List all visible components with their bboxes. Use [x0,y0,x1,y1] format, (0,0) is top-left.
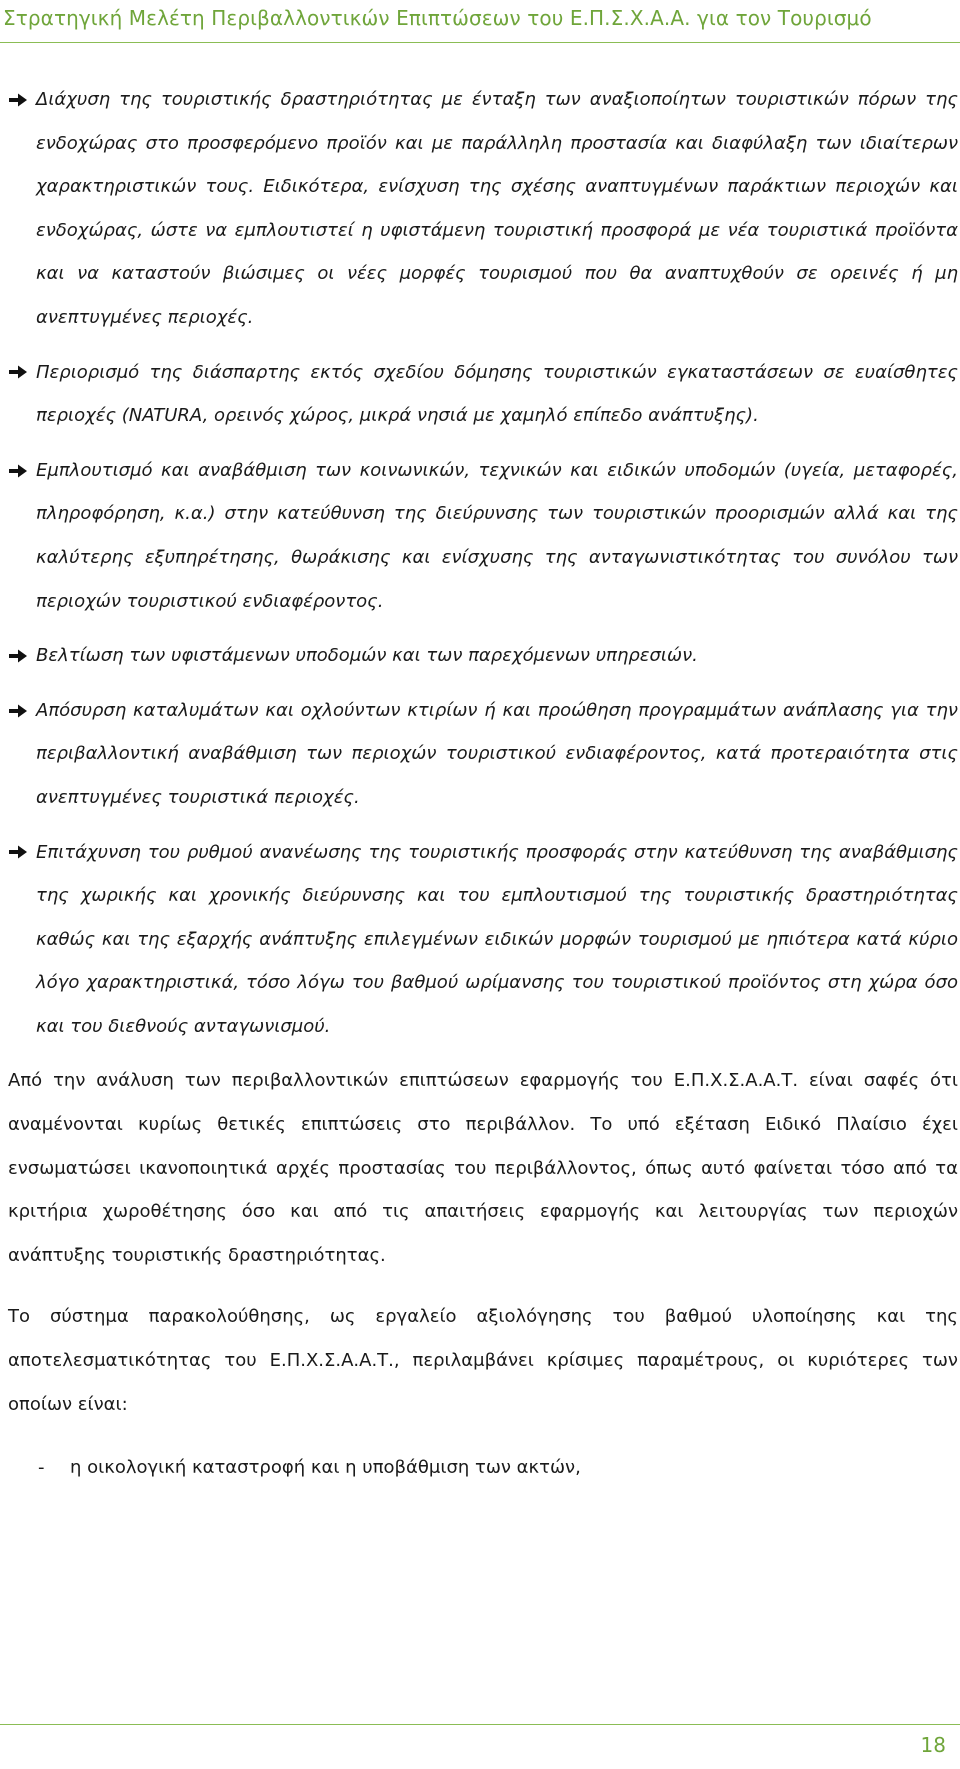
bullet-text: Απόσυρση καταλυμάτων και οχλούντων κτιρίων ή και προώθηση προγραμμάτων ανάπλασης για την περιβαλλοντική αναβάθμιση των περιοχών τουριστικού ενδιαφέροντος, κατά προτεραιότητα στις ανεπτυγμένες τουριστικά περιοχές. [36,699,958,808]
bullet-item [8,634,958,678]
arrow-right-icon [8,78,34,122]
bullet-item [8,351,958,438]
arrow-right-icon [8,634,34,678]
bullet-item [8,689,958,820]
arrow-right-icon [8,351,34,395]
header-divider [0,42,960,43]
bullet-text: Εμπλουτισμό και αναβάθμιση των κοινωνικών, τεχνικών και ειδικών υποδομών (υγεία, μεταφορές, πληροφόρηση, κ.α.) στην κατεύθυνση της διεύρυνσης των τουριστικών προορισμών αλλά και της καλύτερης εξυπηρέτησης, θωράκισης και ενίσχυσης της ανταγωνιστικότητας του συνόλου των περιοχών τουριστικού ενδιαφέροντος. [36,459,958,612]
dash-list-item [8,1446,958,1490]
footer-divider [0,1724,960,1725]
arrow-right-icon [8,449,34,493]
page-number: 18 [920,1733,946,1757]
running-header: Στρατηγική Μελέτη Περιβαλλοντικών Επιπτώσεων του Ε.Π.Σ.Χ.Α.Α. για τον Τουρισμό [3,6,872,30]
dash-marker: - [38,1457,45,1479]
bullet-text: Βελτίωση των υφιστάμενων υποδομών και των παρεχόμενων υπηρεσιών. [36,645,698,667]
bullet-text: Διάχυση της τουριστικής δραστηριότητας με ένταξη των αναξιοποίητων τουριστικών πόρων της ενδοχώρας στο προσφερόμενο προϊόν και με παράλληλη προστασία και διαφύλαξη των ιδιαίτερων χαρακτηριστικών τους. Ειδικότερα, ενίσχυση της σχέσης αναπτυγμένων παράκτιων περιοχών και ενδοχώρας, ώστε να εμπλουτιστεί η υφιστάμενη τουριστική προσφορά με νέα τουριστικά προϊόντα και να καταστούν βιώσιμες οι νέες μορφές τουρισμού που θα αναπτυχθούν σε ορεινές ή μη ανεπτυγμένες περιοχές. [36,89,958,328]
dash-item-text: η οικολογική καταστροφή και η υποβάθμιση των ακτών, [70,1457,581,1479]
bullet-text: Επιτάχυνση του ρυθμού ανανέωσης της τουριστικής προσφοράς στην κατεύθυνση της αναβάθμισης της χωρικής και χρονικής διεύρυνσης και του εμπλουτισμού της τουριστικής δραστηριότητας καθώς και της εξαρχής ανάπτυξης επιλεγμένων ειδικών μορφών τουρισμού με ηπιότερα κατά κύριο λόγο χαρακτηριστικά, τόσο λόγω του βαθμού ωρίμανσης του τουριστικού προϊόντος στη χώρα όσο και του διεθνούς ανταγωνισμού. [36,841,958,1037]
bullet-item [8,831,958,1049]
body-paragraph: Από την ανάλυση των περιβαλλοντικών επιπτώσεων εφαρμογής του Ε.Π.Χ.Σ.Α.Α.Τ. είναι σαφές ότι αναμένονται κυρίως θετικές επιπτώσεις στο περιβάλλον. Το υπό εξέταση Ειδικό Πλαίσιο έχει ενσωματώσει ικανοποιητικά αρχές προστασίας του περιβάλλοντος, όπως αυτό φαίνεται τόσο από τα κριτήρια χωροθέτησης όσο και από τις απαιτήσεις εφαρμογής και λειτουργίας των περιοχών ανάπτυξης τουριστικής δραστηριότητας. [8,1070,958,1266]
bullet-text: Περιορισμό της διάσπαρτης εκτός σχεδίου δόμησης τουριστικών εγκαταστάσεων σε ευαίσθητες περιοχές (NATURA, ορεινός χώρος, μικρά νησιά με χαμηλό επίπεδο ανάπτυξης). [36,361,958,427]
bullet-item [8,78,958,340]
bullet-item [8,449,958,623]
body-paragraph: Το σύστημα παρακολούθησης, ως εργαλείο αξιολόγησης του βαθμού υλοποίησης και της αποτελεσματικότητας του Ε.Π.Χ.Σ.Α.Α.Τ., περιλαμβάνει κρίσιμες παραμέτρους, οι κυριότερες των οποίων είναι: [8,1306,958,1415]
page-content [8,78,958,1490]
arrow-right-icon [8,831,34,875]
arrow-right-icon [8,689,34,733]
